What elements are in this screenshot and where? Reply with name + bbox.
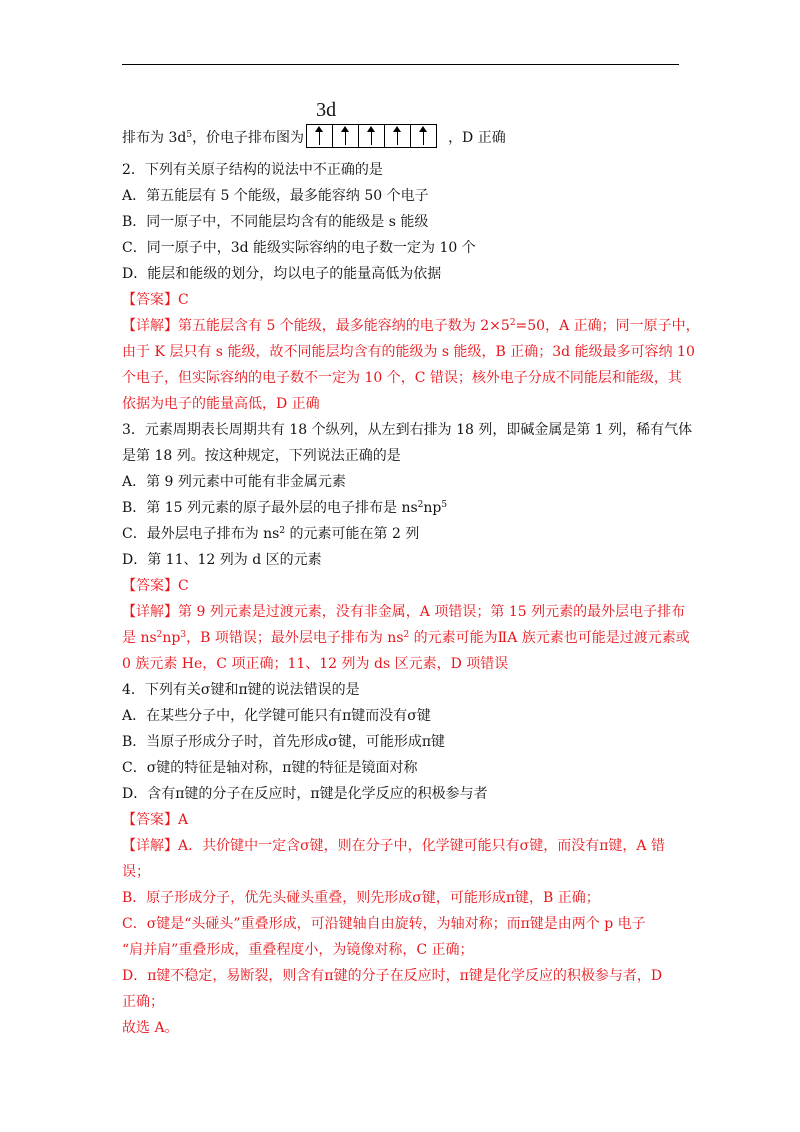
text: ，D 正确 [448, 130, 506, 146]
text: 的元素可能在第 2 列 [285, 526, 420, 542]
superscript: 2 [509, 318, 516, 328]
q3-option-c [122, 524, 419, 544]
text: ，B 项错误；最外层电子排布为 ns [186, 630, 404, 646]
q3-answer: 【答案】C [122, 578, 189, 594]
orbital-box [333, 125, 359, 147]
q3-explanation-3: 0 族元素 He，C 项正确；11、12 列为 ds 区元素，D 项错误 [122, 656, 509, 672]
q2-explanation-2: 由于 K 层只有 s 能级，故不同能层均含有的能级为 s 能级，B 正确；3d 能级最多可容纳 10 [122, 344, 695, 360]
text: B．第 15 列元素的原子最外层的电子排布是 ns [122, 500, 418, 516]
orbital-box [385, 125, 411, 147]
orbital-diagram [306, 99, 446, 148]
up-arrow-icon [319, 128, 320, 145]
q4-explanation-1: 【详解】A．共价键中一定含σ键，则在分子中，化学键可能只有σ键，而没有π键，A 错 [122, 838, 665, 854]
q4-explanation-8: 故选 A。 [122, 1020, 179, 1036]
q3-option-d: D．第 11、12 列为 d 区的元素 [122, 552, 322, 568]
prev-answer-line [122, 99, 506, 148]
q3-option-a: A．第 9 列元素中可能有非金属元素 [122, 474, 346, 490]
text: 排布为 3d [122, 130, 187, 146]
superscript: 2 [403, 630, 410, 640]
orbital-box [359, 125, 385, 147]
q4-option-b: B．当原子形成分子时，首先形成σ键，可能形成π键 [122, 734, 446, 750]
q3-explanation-1: 【详解】第 9 列元素是过渡元素，没有非金属，A 项错误；第 15 列元素的最外层电子排布 [122, 604, 686, 620]
superscript: 2 [156, 630, 163, 640]
q4-explanation-3: B．原子形成分子，优先头碰头重叠，则先形成σ键，可能形成π键，B 正确； [122, 890, 600, 906]
q2-explanation-4: 依据为电子的能量高低，D 正确 [122, 396, 320, 412]
q3-stem-1: 3．元素周期表长周期共有 18 个纵列，从左到右排为 18 列，即碱金属是第 1 列，稀有气体 [122, 422, 693, 438]
text: 的元素可能为ⅡA 族元素也可能是过渡元素或 [409, 630, 690, 646]
up-arrow-icon [345, 128, 346, 145]
superscript: 3 [180, 630, 187, 640]
q4-explanation-4: C．σ键是“头碰头”重叠形成，可沿键轴自由旋转，为轴对称；而π键是由两个 p 电子 [122, 916, 646, 932]
q2-option-a: A．第五能层有 5 个能级，最多能容纳 50 个电子 [122, 188, 429, 204]
q2-option-c: C．同一原子中，3d 能级实际容纳的电子数一定为 10 个 [122, 240, 476, 256]
q4-option-c: C．σ键的特征是轴对称，π键的特征是镜面对称 [122, 760, 418, 776]
header-rule [122, 64, 679, 65]
superscript: 2 [279, 526, 286, 536]
q2-option-b: B．同一原子中，不同能层均含有的能级是 s 能级 [122, 214, 429, 230]
q2-stem: 2．下列有关原子结构的说法中不正确的是 [122, 162, 383, 178]
text: np [162, 630, 181, 646]
text: ，价电子排布图为 [192, 130, 305, 146]
superscript: 2 [417, 500, 424, 510]
q4-explanation-5: “肩并肩”重叠形成，重叠程度小，为镜像对称，C 正确； [122, 942, 474, 958]
text: =50，A 正确；同一原子中， [515, 318, 700, 334]
text: np [423, 500, 442, 516]
q4-explanation-7: 正确； [122, 994, 164, 1010]
q2-explanation-3: 个电子，但实际容纳的电子数不一定为 10 个，C 错误；核外电子分成不同能层和能级，其 [122, 370, 682, 386]
q3-stem-2: 是第 18 列。按这种规定，下列说法正确的是 [122, 448, 401, 464]
superscript: 5 [186, 130, 193, 140]
q4-option-a: A．在某些分子中，化学键可能只有π键而没有σ键 [122, 708, 431, 724]
q4-explanation-2: 误； [122, 864, 150, 880]
up-arrow-icon [397, 128, 398, 145]
q2-answer: 【答案】C [122, 292, 189, 308]
up-arrow-icon [423, 128, 424, 145]
orbital-box [411, 125, 436, 147]
q4-stem: 4．下列有关σ键和π键的说法错误的是 [122, 682, 360, 698]
up-arrow-icon [371, 128, 372, 145]
text: C．最外层电子排布为 ns [122, 526, 280, 542]
q3-explanation-2 [122, 628, 690, 648]
q2-option-d: D．能层和能级的划分，均以电子的能量高低为依据 [122, 266, 442, 282]
q4-answer: 【答案】A [122, 812, 189, 828]
text: 是 ns [122, 630, 157, 646]
q4-option-d: D．含有π键的分子在反应时，π键是化学反应的积极参与者 [122, 786, 488, 802]
q2-explanation-1 [122, 316, 700, 336]
orbital-boxes [306, 124, 437, 148]
orbital-box [307, 125, 333, 147]
orbital-label: 3d [316, 99, 337, 121]
q3-option-b [122, 498, 447, 518]
superscript: 5 [441, 500, 448, 510]
text: 【详解】第五能层含有 5 个能级，最多能容纳的电子数为 2×5 [122, 318, 510, 334]
q4-explanation-6: D．π键不稳定，易断裂，则含有π键的分子在反应时，π键是化学反应的积极参与者，D [122, 968, 663, 984]
